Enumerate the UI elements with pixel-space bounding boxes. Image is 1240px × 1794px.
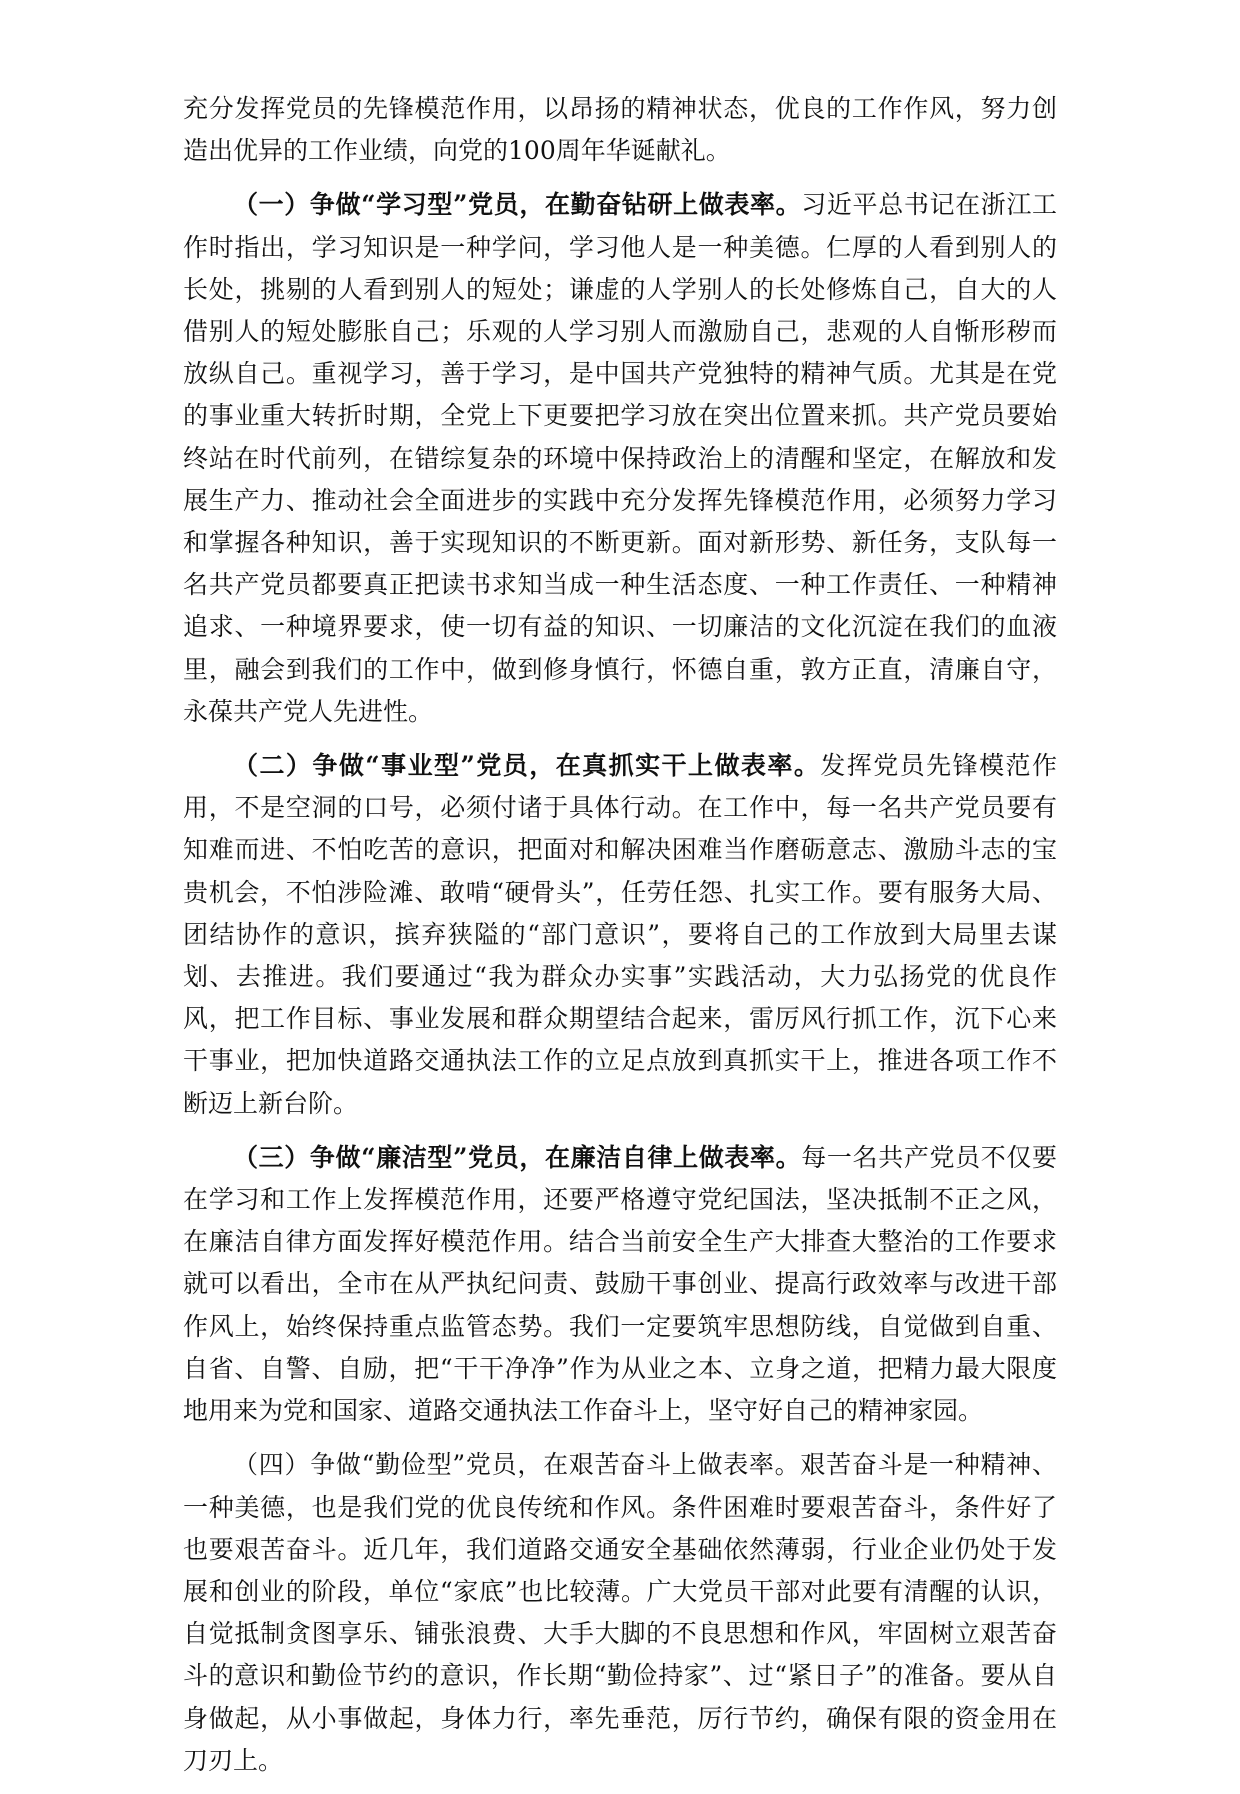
- paragraph-thrift-member: [183, 1444, 1057, 1782]
- paragraph-heading: （二）争做“事业型”党员，在真抓实干上做表率。: [233, 751, 821, 781]
- paragraph-heading: （一）争做“学习型”党员，在勤奋钻研上做表率。: [233, 190, 802, 220]
- paragraph-integrity-member: [183, 1137, 1057, 1432]
- paragraph-intro: [183, 88, 1057, 172]
- paragraph-learning-member: [183, 184, 1057, 733]
- paragraph-heading: （三）争做“廉洁型”党员，在廉洁自律上做表率。: [233, 1142, 802, 1172]
- paragraph-text: （四）争做“勤俭型”党员，在艰苦奋斗上做表率。艰苦奋斗是一种精神、一种美德，也是我们党的优良传统和作风。条件困难时要艰苦奋斗，条件好了也要艰苦奋斗。近几年，我们道路交通安全基础依然薄弱，行业企业仍处于发展和创业的阶段，单位“家底”也比较薄。广大党员干部对此要有清醒的认识，自觉抵制贪图享乐、铺张浪费、大手大脚的不良思想和作风，牢固树立艰苦奋斗的意识和勤俭节约的意识，作长期“勤俭持家”、过“紧日子”的准备。要从自身做起，从小事做起，身体力行，率先垂范，厉行节约，确保有限的资金用在刀刃上。: [183, 1450, 1057, 1775]
- paragraph-career-member: [183, 745, 1057, 1125]
- document-body: [183, 88, 1057, 1794]
- paragraph-text: 发挥党员先锋模范作用，不是空洞的口号，必须付诸于具体行动。在工作中，每一名共产党员要有知难而进、不怕吃苦的意识，把面对和解决困难当作磨砺意志、激励斗志的宝贵机会，不怕涉险滩、敢啃“硬骨头”，任劳任怨、扎实工作。要有服务大局、团结协作的意识，摈弃狭隘的“部门意识”，要将自己的工作放到大局里去谋划、去推进。我们要通过“我为群众办实事”实践活动，大力弘扬党的优良作风，把工作目标、事业发展和群众期望结合起来，雷厉风行抓工作，沉下心来干事业，把加快道路交通执法工作的立足点放到真抓实干上，推进各项工作不断迈上新台阶。: [183, 751, 1057, 1118]
- paragraph-text: 习近平总书记在浙江工作时指出，学习知识是一种学问，学习他人是一种美德。仁厚的人看到别人的长处，挑剔的人看到别人的短处；谦虚的人学别人的长处修炼自己，自大的人借别人的短处膨胀自己；乐观的人学习别人而激励自己，悲观的人自惭形秽而放纵自己。重视学习，善于学习，是中国共产党独特的精神气质。尤其是在党的事业重大转折时期，全党上下更要把学习放在突出位置来抓。共产党员要始终站在时代前列，在错综复杂的环境中保持政治上的清醒和坚定，在解放和发展生产力、推动社会全面进步的实践中充分发挥先锋模范作用，必须努力学习和掌握各种知识，善于实现知识的不断更新。面对新形势、新任务，支队每一名共产党员都要真正把读书求知当成一种生活态度、一种工作责任、一种精神追求、一种境界要求，使一切有益的知识、一切廉洁的文化沉淀在我们的血液里，融会到我们的工作中，做到修身慎行，怀德自重，敦方正直，清廉自守，永葆共产党人先进性。: [183, 190, 1057, 726]
- paragraph-text: 充分发挥党员的先锋模范作用，以昂扬的精神状态，优良的工作作风，努力创造出优异的工作业绩，向党的100周年华诞献礼。: [183, 94, 1057, 166]
- paragraph-text: 每一名共产党员不仅要在学习和工作上发挥模范作用，还要严格遵守党纪国法，坚决抵制不正之风，在廉洁自律方面发挥好模范作用。结合当前安全生产大排查大整治的工作要求就可以看出，全市在从严执纪问责、鼓励干事创业、提高行政效率与改进干部作风上，始终保持重点监管态势。我们一定要筑牢思想防线，自觉做到自重、自省、自警、自励，把“干干净净”作为从业之本、立身之道，把精力最大限度地用来为党和国家、道路交通执法工作奋斗上，坚守好自己的精神家园。: [183, 1142, 1057, 1426]
